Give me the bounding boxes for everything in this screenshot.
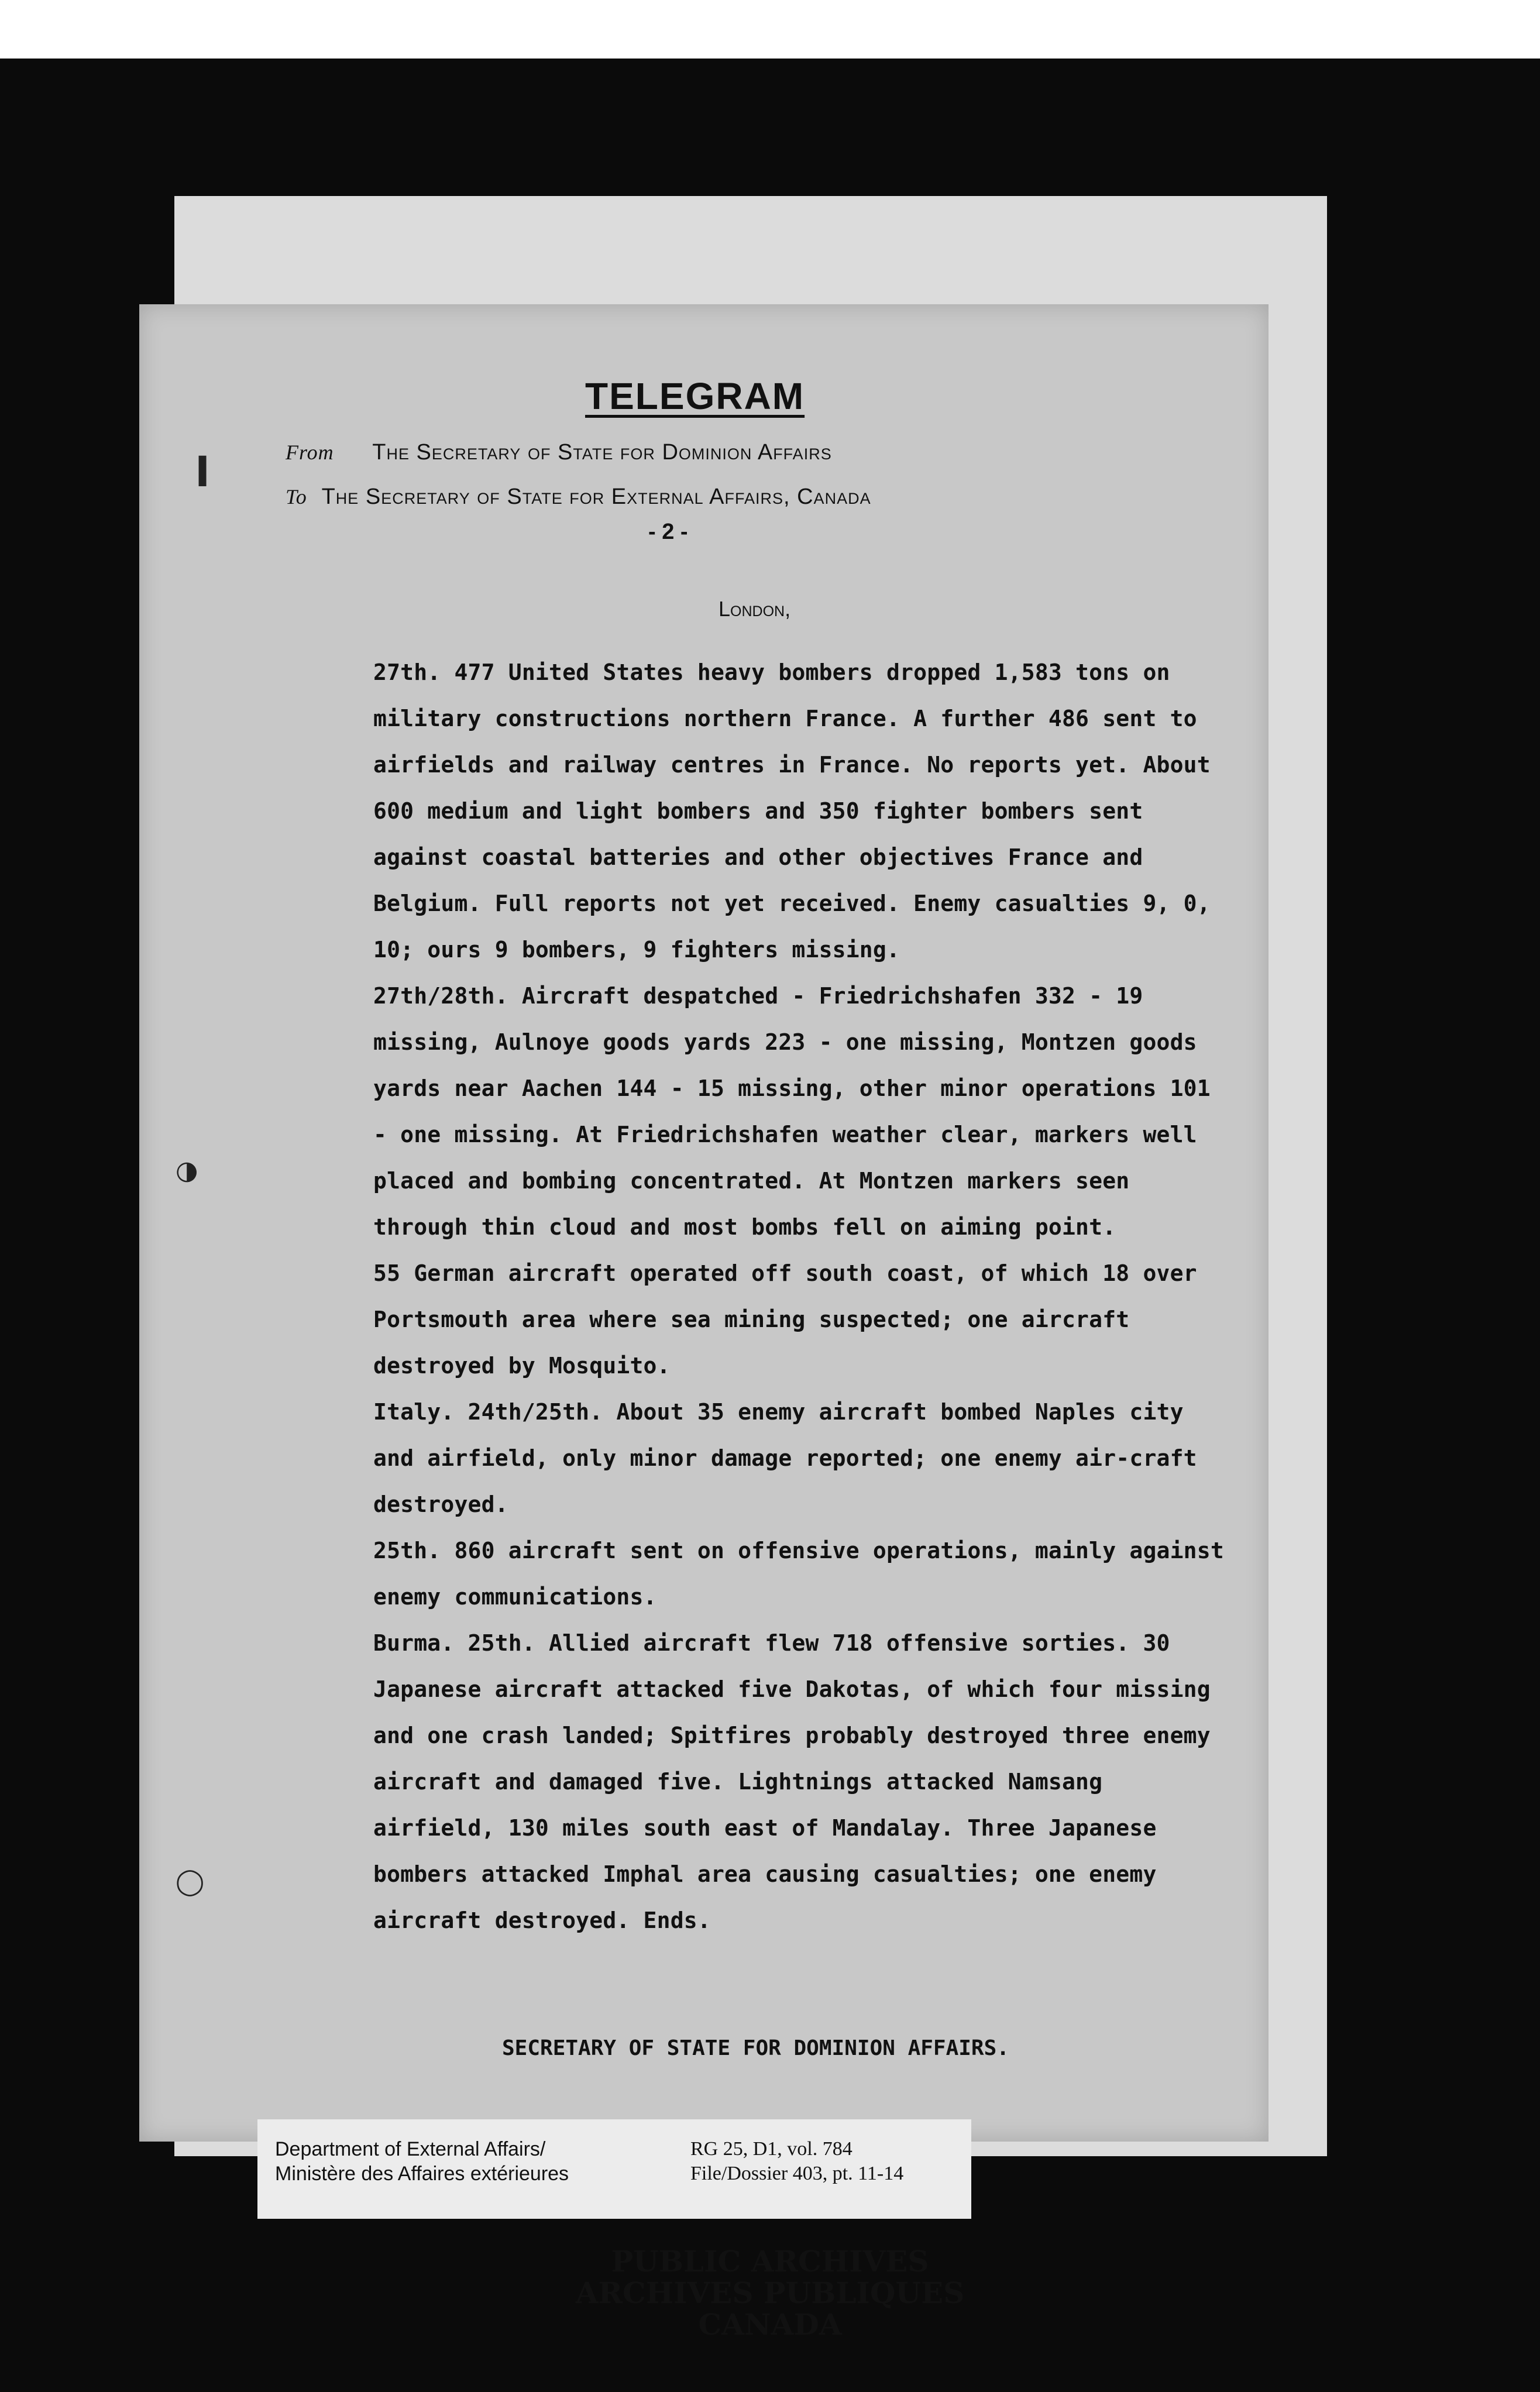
paragraph-burma: Burma. 25th. Allied aircraft flew 718 offensive sorties. 30 Japanese aircraft attacked five Dakotas, of which four missing and one crash landed; Spitfires probably destroyed three enemy aircraft and damaged five. Lightnings attacked Namsang airfield, 130 miles south east of Mandalay. Three Japanese bombers attacked Imphal area causing casualties; one enemy aircraft destroyed. Ends. — [373, 1630, 1211, 1933]
paragraph-27th-28th: 27th/28th. Aircraft despatched - Friedrichshafen 332 - 19 missing, Aulnoye goods yards 223 - one missing, Montzen goods yards near Aachen 144 - 15 missing, other minor operations 101 - one missing. At Friedrichshafen weather clear, markers well placed and bombing concentrated. At Montzen markers seen through thin cloud and most bombs fell on aiming point. — [373, 983, 1211, 1240]
department-line-2: Ministère des Affaires extérieures — [275, 2163, 569, 2185]
file-reference — [690, 2137, 903, 2186]
paragraph-27th: 27th. 477 United States heavy bombers dropped 1,583 tons on military constructions northern France. A further 486 sent to airfields and railway centres in France. No reports yet. About 600 medium and light bombers and 350 fighter bombers sent against coastal batteries and other objectives France and Belgium. Full reports not yet received. Enemy casualties 9, 0, 10; ours 9 bombers, 9 fighters missing. — [373, 659, 1211, 963]
paragraph-german-aircraft: 55 German aircraft operated off south coast, of which 18 over Portsmouth area where sea mining suspected; one aircraft destroyed by Mosquito. — [373, 1260, 1197, 1379]
telegram-page — [139, 304, 1269, 2142]
signature-line: SECRETARY OF STATE FOR DOMINION AFFAIRS. — [502, 2036, 1009, 2060]
reference-line-2: File/Dossier 403, pt. 11-14 — [690, 2163, 904, 2184]
paragraph-25th: 25th. 860 aircraft sent on offensive operations, mainly against enemy communications. — [373, 1538, 1224, 1610]
stamp-line-2: ARCHIVES PUBLIQUES — [575, 2276, 965, 2310]
from-line — [286, 440, 832, 465]
place-line: London, — [719, 597, 791, 621]
paragraph-italy: Italy. 24th/25th. About 35 enemy aircraft bombed Naples city and airfield, only minor damage reported; one enemy air-craft destroyed. — [373, 1399, 1197, 1517]
document-title: TELEGRAM — [585, 375, 805, 417]
to-value: The Secretary of State for External Affairs, Canada — [321, 484, 871, 509]
hole-punch-mark: ◯ — [176, 1867, 205, 1896]
department-line-1: Department of External Affairs/ — [275, 2138, 546, 2160]
hole-punch-mark: ◑ — [176, 1156, 198, 1185]
stamp-line-1: PUBLIC ARCHIVES — [611, 2244, 929, 2278]
to-label: To — [286, 485, 307, 508]
to-line — [286, 484, 871, 510]
archive-reference-label — [257, 2119, 971, 2219]
reference-line-1: RG 25, D1, vol. 784 — [690, 2138, 852, 2160]
department-name — [275, 2137, 569, 2186]
hole-punch-mark: ▍ — [199, 456, 219, 486]
page-number: - 2 - — [648, 520, 688, 544]
from-label: From — [286, 441, 334, 464]
public-archives-stamp — [0, 2246, 1540, 2341]
telegram-body — [303, 649, 1228, 1944]
stamp-line-3: CANADA — [698, 2307, 842, 2342]
from-value: The Secretary of State for Dominion Affairs — [372, 440, 832, 465]
microfilm-background — [0, 59, 1540, 2392]
